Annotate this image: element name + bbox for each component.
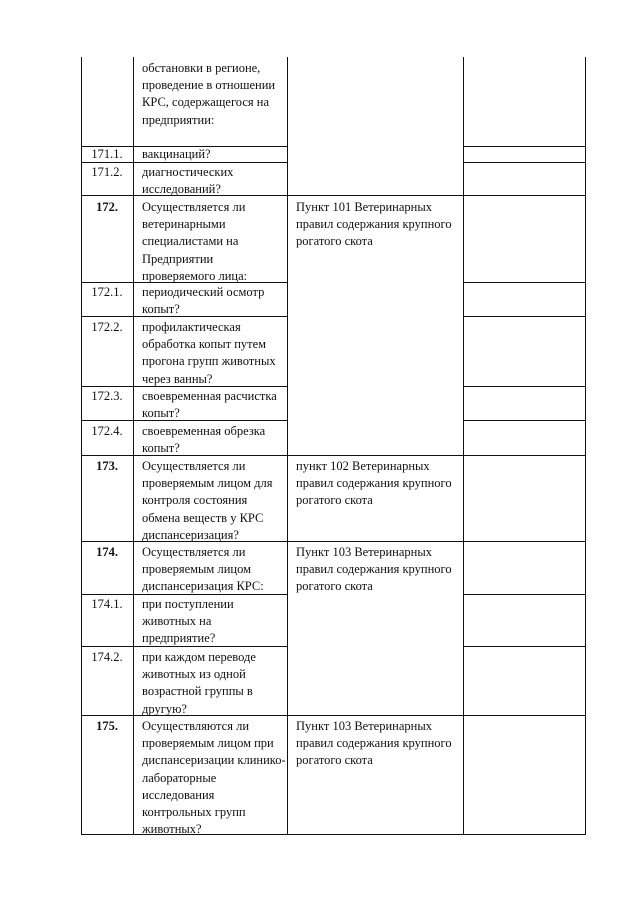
question-cell: своевременная обрезка копыт? bbox=[142, 424, 266, 456]
question-cell: Осуществляется ли ветеринарными специалистами на Предприятии проверяемого лица: bbox=[142, 200, 248, 283]
reference-cell: Пункт 101 Ветеринарных правил содержания крупного рогатого скота bbox=[296, 200, 452, 249]
question-cell: Осуществляется ли проверяемым лицом для контроля состояния обмена веществ у КРС диспансеризация? bbox=[142, 459, 273, 542]
question-cell: обстановки в регионе, проведение в отношении КРС, содержащегося на предприятии: bbox=[142, 61, 276, 127]
reference-cell: Пункт 103 Ветеринарных правил содержания крупного рогатого скота bbox=[296, 719, 452, 768]
item-number: 174. bbox=[96, 545, 118, 559]
item-number: 173. bbox=[96, 459, 118, 473]
item-number: 172.3. bbox=[91, 389, 123, 403]
reference-cell: пункт 102 Ветеринарных правил содержания крупного рогатого скота bbox=[296, 459, 452, 508]
item-number: 172.2. bbox=[91, 320, 123, 334]
item-number: 172.4. bbox=[91, 424, 123, 438]
reference-cell: Пункт 103 Ветеринарных правил содержания крупного рогатого скота bbox=[296, 545, 452, 594]
item-number: 174.2. bbox=[91, 650, 123, 664]
item-number: 172.1. bbox=[91, 285, 123, 299]
item-number: 171.1. bbox=[91, 147, 123, 161]
question-cell: Осуществляется ли проверяемым лицом диспансеризация КРС: bbox=[142, 545, 264, 594]
item-number: 172. bbox=[96, 200, 118, 214]
question-cell: Осуществляются ли проверяемым лицом при диспансеризации клинико-лабораторные исследования контрольных групп животных? bbox=[142, 719, 286, 837]
question-cell: периодический осмотр копыт? bbox=[142, 285, 265, 317]
question-cell: вакцинаций? bbox=[142, 147, 211, 161]
question-cell: при поступлении животных на предприятие? bbox=[142, 597, 234, 646]
question-cell: своевременная расчистка копыт? bbox=[142, 389, 277, 421]
question-cell: при каждом переводе животных из одной возрастной группы в другую? bbox=[142, 650, 256, 716]
item-number: 174.1. bbox=[91, 597, 123, 611]
item-number: 171.2. bbox=[91, 165, 123, 179]
item-number: 175. bbox=[96, 719, 118, 733]
question-cell: профилактическая обработка копыт путем прогона групп животных через ванны? bbox=[142, 320, 276, 386]
question-cell: диагностических исследований? bbox=[142, 165, 234, 197]
